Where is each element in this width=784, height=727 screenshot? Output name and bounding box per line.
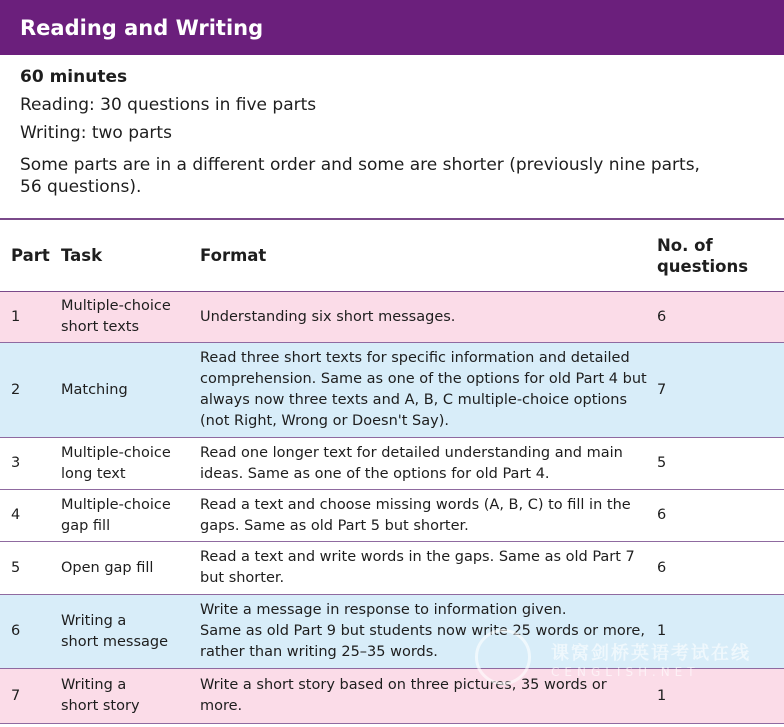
cell-task [61, 438, 200, 490]
reading-summary: Reading: 30 questions in five parts [20, 95, 317, 115]
duration-text: 60 minutes [20, 67, 128, 87]
cell-part: 2 [11, 381, 21, 398]
task-line: short message [61, 633, 169, 650]
format-line: Same as old Part 9 but students now write 25 words or more, rather than writing 25–35 words. [200, 623, 645, 660]
header-questions-line1: No. of [657, 235, 713, 255]
table-header-row [0, 219, 784, 292]
cell-part: 3 [11, 455, 21, 471]
cell-format [200, 595, 657, 669]
parts-table [0, 218, 784, 724]
watermark-text-cn: 课窝剑桥英语考试在线 [551, 643, 751, 664]
cell-part: 7 [11, 687, 21, 704]
header-task: Task [61, 246, 103, 265]
cell-part: 6 [11, 623, 21, 639]
table-row [0, 595, 784, 669]
cell-questions: 6 [657, 559, 667, 576]
task-line: Multiple-choice [61, 298, 171, 314]
cell-task [61, 595, 200, 669]
cell-task: Matching [61, 381, 128, 398]
task-line: Multiple-choice [61, 496, 171, 513]
cell-format: Read three short texts for specific information and detailed comprehension. Same as one of the options for old Part 4 but always now three texts and A, B, C multiple-choice options (not Right, Wrong or Doesn't Say). [200, 350, 647, 429]
cell-questions: 6 [657, 308, 667, 325]
task-line: Writing a [61, 677, 127, 693]
table-row [0, 542, 784, 595]
cell-part: 5 [11, 559, 21, 576]
cell-task [61, 292, 200, 343]
cell-questions: 1 [657, 687, 667, 704]
cell-format: Read one longer text for detailed understanding and main ideas. Same as one of the options for old Part 4. [200, 444, 623, 482]
task-line: short texts [61, 319, 140, 335]
task-line: long text [61, 465, 126, 482]
task-line: short story [61, 698, 140, 714]
cell-task [61, 490, 200, 542]
cell-task: Open gap fill [61, 559, 154, 576]
cell-format: Understanding six short messages. [200, 308, 456, 325]
header-questions-line2: questions [657, 256, 749, 276]
table-row [0, 343, 784, 438]
format-line: Write a message in response to information given. [200, 602, 567, 618]
cell-task [61, 669, 200, 724]
section-title: Reading and Writing [20, 15, 264, 40]
cell-questions: 6 [657, 507, 667, 523]
cell-questions: 7 [657, 381, 667, 398]
task-line: gap fill [61, 517, 111, 534]
task-line: Writing a [61, 612, 127, 629]
change-note: Some parts are in a different order and some are shorter (previously nine parts, 56 questions). [20, 155, 700, 197]
task-line: Multiple-choice [61, 444, 171, 461]
watermark-text-en: CENGLISH.NET [551, 665, 700, 679]
cell-part: 1 [11, 308, 21, 325]
header-part: Part [11, 246, 50, 265]
cell-questions: 1 [657, 623, 667, 639]
section-header [0, 0, 784, 55]
table-row [0, 292, 784, 343]
table-row [0, 490, 784, 542]
cell-questions: 5 [657, 455, 667, 471]
cell-part: 4 [11, 507, 21, 523]
cell-format: Read a text and choose missing words (A, B, C) to fill in the gaps. Same as old Part 5 but shorter. [200, 496, 631, 534]
table-row [0, 438, 784, 490]
table-row [0, 669, 784, 724]
cell-format: Write a short story based on three pictures, 35 words or more. [200, 677, 607, 714]
cell-format: Read a text and write words in the gaps. Same as old Part 7 but shorter. [200, 549, 635, 586]
intro-block [20, 66, 720, 198]
header-questions [657, 219, 784, 292]
header-format: Format [200, 246, 267, 265]
writing-summary: Writing: two parts [20, 123, 172, 143]
